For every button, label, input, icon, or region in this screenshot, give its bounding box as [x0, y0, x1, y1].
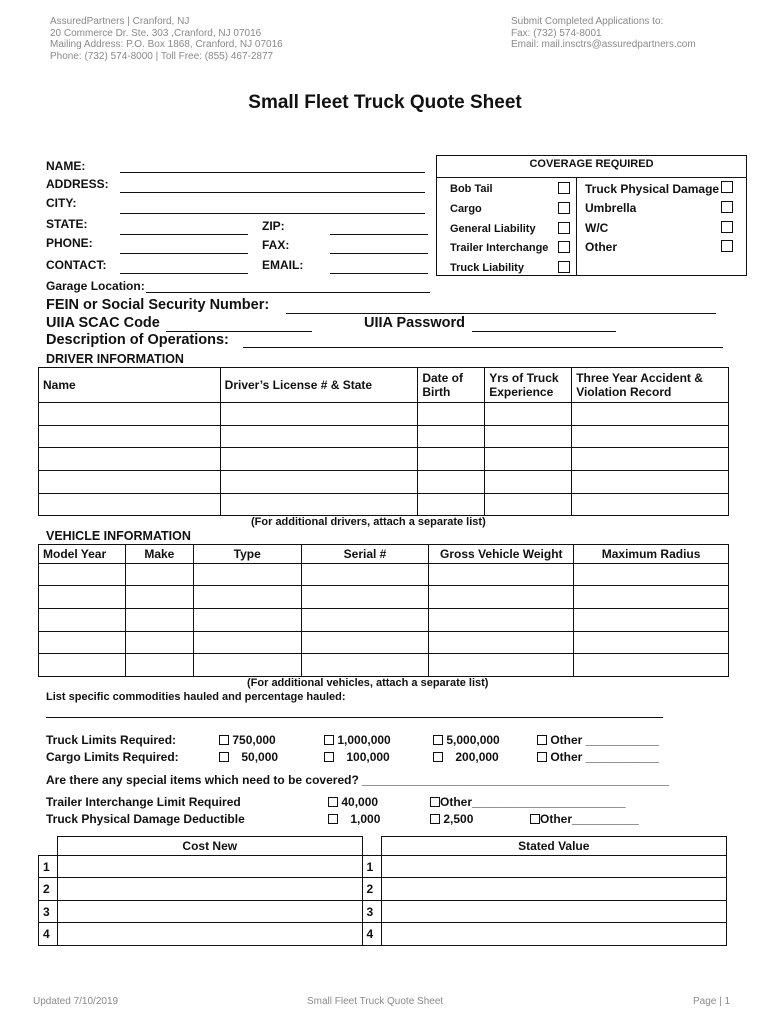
coverage-physical-damage-checkbox[interactable]: [721, 181, 733, 193]
uiia-scac-label: UIIA SCAC Code: [46, 315, 160, 331]
deductible-2500-label: 2,500: [443, 812, 474, 826]
cargo-limit-50k-option[interactable]: [219, 750, 278, 764]
submission-line: Fax: (732) 574-8001: [511, 27, 602, 39]
name-label: NAME:: [46, 159, 86, 173]
submission-line: Email: mail.insctrs@assuredpartners.com: [511, 39, 696, 50]
address-field[interactable]: [120, 192, 425, 193]
commodities-field[interactable]: [46, 717, 663, 718]
deductible-other-label: Other__________: [540, 812, 639, 826]
garage-location-field[interactable]: [146, 292, 430, 293]
truck-limit-1m-option[interactable]: [324, 733, 391, 747]
checkbox-icon[interactable]: [324, 752, 334, 762]
driver-col-dob-line2: Birth: [422, 385, 451, 399]
checkbox-icon[interactable]: [433, 752, 443, 762]
submission-line: Submit Completed Applications to:: [511, 16, 664, 27]
uiia-password-field[interactable]: [472, 331, 616, 332]
row-number: 3: [39, 901, 58, 923]
vehicle-col-gvw: Gross Vehicle Weight: [429, 545, 574, 564]
coverage-wc-checkbox[interactable]: [721, 221, 733, 233]
table-row[interactable]: [39, 901, 727, 923]
cost-new-header: Cost New: [57, 837, 362, 856]
truck-limit-other-option[interactable]: [537, 733, 659, 747]
cargo-limit-other-label: Other ___________: [550, 750, 660, 764]
driver-col-acc-line2: Violation Record: [576, 385, 672, 399]
cargo-limit-200k-option[interactable]: [433, 750, 499, 764]
driver-col-name: Name: [39, 368, 221, 403]
vehicle-table: [38, 544, 729, 677]
driver-header-row: [39, 368, 729, 403]
trailer-limit-other-label: Other_______________________: [440, 795, 626, 809]
driver-col-license: Driver’s License # & State: [220, 368, 418, 403]
agency-line: Phone: (732) 574-8000 | Toll Free: (855) 467-2877: [50, 50, 274, 62]
row-number: 4: [362, 923, 381, 946]
uiia-password-label: UIIA Password: [364, 315, 465, 331]
table-row[interactable]: [39, 494, 729, 516]
table-row[interactable]: [39, 878, 727, 901]
driver-col-accidents: [572, 368, 729, 403]
state-label: STATE:: [46, 217, 88, 231]
truck-limits-label: Truck Limits Required:: [46, 733, 177, 747]
table-row[interactable]: [39, 426, 729, 448]
vehicle-col-make: Make: [125, 545, 193, 564]
stated-value-header: Stated Value: [381, 837, 727, 856]
row-number: 4: [39, 923, 58, 946]
values-header-row: [39, 837, 727, 856]
row-number: 1: [362, 856, 381, 878]
footer-page-number: Page | 1: [693, 996, 731, 1007]
phone-label: PHONE:: [46, 236, 93, 250]
zip-field[interactable]: [330, 234, 428, 235]
checkbox-icon[interactable]: [537, 752, 547, 762]
table-row[interactable]: [39, 632, 729, 654]
trailer-limit-other-option[interactable]: [430, 795, 626, 809]
vehicle-col-serial: Serial #: [301, 545, 429, 564]
checkbox-icon[interactable]: [328, 814, 338, 824]
email-label: EMAIL:: [262, 258, 304, 272]
coverage-truck-liability-label: Truck Liability: [450, 262, 524, 274]
fein-field[interactable]: [286, 313, 716, 314]
vehicle-note: (For additional vehicles, attach a separate list): [247, 677, 489, 689]
truck-limit-5m-option[interactable]: [433, 733, 500, 747]
trailer-limit-40k-option[interactable]: [328, 795, 378, 809]
submission-info-block: [511, 16, 696, 51]
checkbox-icon[interactable]: [433, 735, 443, 745]
driver-col-exp-line2: Experience: [489, 385, 554, 399]
coverage-trailer-interchange-label: Trailer Interchange: [450, 242, 549, 254]
coverage-truck-liability-checkbox[interactable]: [558, 261, 570, 273]
driver-note: (For additional drivers, attach a separate list): [251, 516, 486, 528]
email-field[interactable]: [330, 273, 428, 274]
driver-section-title: DRIVER INFORMATION: [46, 352, 184, 366]
values-table: [38, 836, 727, 946]
description-label: Description of Operations:: [46, 332, 229, 348]
deductible-1000-option[interactable]: [328, 812, 380, 826]
vehicle-col-model-year: Model Year: [39, 545, 126, 564]
truck-limit-1m-label: 1,000,000: [337, 733, 391, 747]
deductible-other-option[interactable]: [530, 812, 639, 826]
checkbox-icon[interactable]: [430, 797, 440, 807]
contact-label: CONTACT:: [46, 258, 107, 272]
coverage-physical-damage-label: Truck Physical Damage: [585, 182, 720, 196]
checkbox-icon[interactable]: [537, 735, 547, 745]
truck-limit-750k-label: 750,000: [232, 733, 276, 747]
coverage-other-checkbox[interactable]: [721, 240, 733, 252]
coverage-umbrella-label: Umbrella: [585, 201, 637, 215]
checkbox-icon[interactable]: [219, 752, 229, 762]
table-row[interactable]: [39, 654, 729, 677]
physical-damage-deductible-label: Truck Physical Damage Deductible: [46, 812, 245, 826]
special-items-question: Are there any special items which need to be covered? ______________________________________________: [46, 773, 670, 787]
phone-field[interactable]: [120, 253, 248, 254]
checkbox-icon[interactable]: [430, 814, 440, 824]
fax-label: FAX:: [262, 238, 290, 252]
contact-field[interactable]: [120, 273, 248, 274]
row-number: 1: [39, 856, 58, 878]
driver-col-experience: [485, 368, 572, 403]
address-label: ADDRESS:: [46, 177, 109, 191]
cargo-limit-200k-label: 200,000: [455, 750, 499, 764]
coverage-title: COVERAGE REQUIRED: [437, 156, 746, 178]
cargo-limit-100k-option[interactable]: [324, 750, 390, 764]
description-field[interactable]: [243, 347, 723, 348]
commodities-label: List specific commodities hauled and percentage hauled:: [46, 691, 346, 703]
coverage-divider: [576, 177, 577, 275]
cargo-limits-label: Cargo Limits Required:: [46, 750, 179, 764]
checkbox-icon[interactable]: [328, 797, 338, 807]
table-row[interactable]: [39, 856, 727, 878]
truck-limit-750k-option[interactable]: [219, 733, 276, 747]
agency-line: Mailing Address: P.O. Box 1868, Cranford, NJ 07016: [50, 39, 283, 50]
coverage-general-liability-label: General Liability: [450, 223, 536, 235]
row-number: 2: [39, 878, 58, 901]
truck-limit-other-label: Other ___________: [550, 733, 660, 747]
zip-label: ZIP:: [262, 219, 285, 233]
coverage-trailer-interchange-checkbox[interactable]: [558, 241, 570, 253]
fein-label: FEIN or Social Security Number:: [46, 297, 270, 313]
vehicle-col-radius: Maximum Radius: [574, 545, 729, 564]
coverage-cargo-checkbox[interactable]: [558, 202, 570, 214]
table-row[interactable]: [39, 586, 729, 609]
footer-updated: Updated 7/10/2019: [33, 996, 119, 1007]
driver-col-exp-line1: Yrs of Truck: [489, 371, 559, 385]
trailer-limit-40k-label: 40,000: [341, 795, 379, 809]
checkbox-icon[interactable]: [324, 735, 334, 745]
driver-col-acc-line1: Three Year Accident &: [576, 371, 703, 385]
deductible-2500-option[interactable]: [430, 812, 473, 826]
table-row[interactable]: [39, 609, 729, 632]
coverage-general-liability-checkbox[interactable]: [558, 222, 570, 234]
coverage-wc-label: W/C: [585, 221, 609, 235]
truck-limit-5m-label: 5,000,000: [446, 733, 500, 747]
state-field[interactable]: [120, 234, 248, 235]
driver-col-dob-line1: Date of: [422, 371, 463, 385]
table-row[interactable]: [39, 923, 727, 946]
coverage-bob-tail-checkbox[interactable]: [558, 182, 570, 194]
cargo-limit-50k-label: 50,000: [241, 750, 279, 764]
cargo-limit-other-option[interactable]: [537, 750, 659, 764]
coverage-required-box: [436, 155, 747, 276]
driver-table: [38, 367, 729, 516]
cargo-limit-100k-label: 100,000: [346, 750, 390, 764]
vehicle-header-row: [39, 545, 729, 564]
agency-line: AssuredPartners | Cranford, NJ: [50, 16, 190, 27]
garage-location-label: Garage Location:: [46, 279, 145, 293]
deductible-1000-label: 1,000: [350, 812, 381, 826]
table-row[interactable]: [39, 471, 729, 494]
name-field[interactable]: [120, 172, 425, 173]
checkbox-icon[interactable]: [219, 735, 229, 745]
checkbox-icon[interactable]: [530, 814, 540, 824]
city-field[interactable]: [120, 213, 425, 214]
table-row[interactable]: [39, 403, 729, 426]
driver-col-dob: [418, 368, 485, 403]
vehicle-section-title: VEHICLE INFORMATION: [46, 529, 191, 543]
page-title: Small Fleet Truck Quote Sheet: [248, 92, 522, 113]
table-row[interactable]: [39, 564, 729, 586]
table-row[interactable]: [39, 448, 729, 471]
coverage-bob-tail-label: Bob Tail: [450, 183, 493, 195]
coverage-cargo-label: Cargo: [450, 203, 482, 215]
fax-field[interactable]: [330, 253, 428, 254]
agency-address-block: [50, 16, 283, 62]
coverage-other-label: Other: [585, 240, 618, 254]
city-label: CITY:: [46, 196, 77, 210]
coverage-umbrella-checkbox[interactable]: [721, 201, 733, 213]
footer-title: Small Fleet Truck Quote Sheet: [307, 996, 444, 1007]
row-number: 3: [362, 901, 381, 923]
agency-line: 20 Commerce Dr. Ste. 303 ,Cranford, NJ 07016: [50, 27, 262, 39]
vehicle-col-type: Type: [193, 545, 301, 564]
row-number: 2: [362, 878, 381, 901]
trailer-interchange-limit-label: Trailer Interchange Limit Required: [46, 795, 241, 809]
